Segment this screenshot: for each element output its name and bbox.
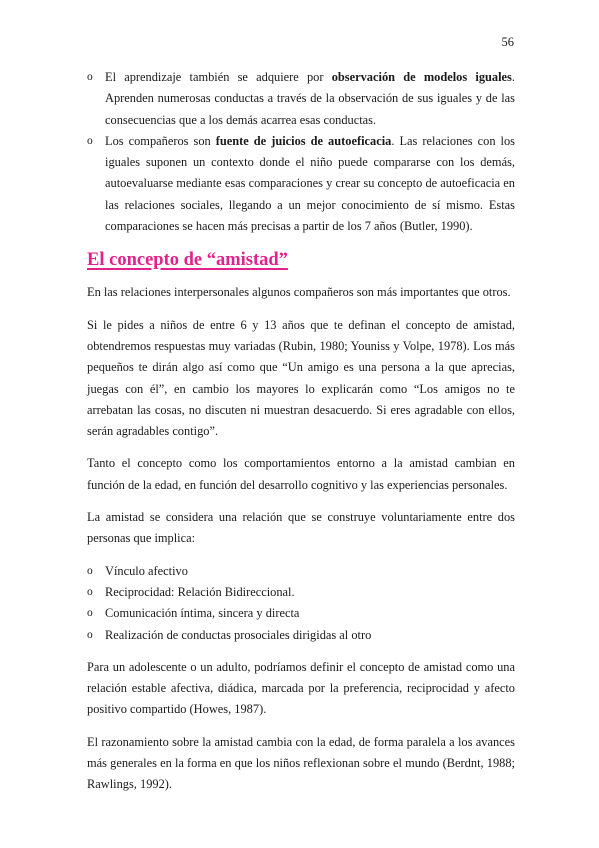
list-item <box>87 561 515 582</box>
page-content <box>87 67 515 807</box>
bullet-marker: o <box>87 564 93 577</box>
friendship-traits-list <box>87 561 515 646</box>
bullet-marker: o <box>87 71 93 83</box>
section-heading: El concepto de “amistad” <box>87 250 288 271</box>
list-item <box>87 625 515 646</box>
list-item-bold: observación de modelos iguales <box>331 70 512 84</box>
bullet-marker: o <box>87 134 93 147</box>
list-item-text: Reciprocidad: Relación Bidireccional. <box>105 584 295 599</box>
list-item <box>87 67 515 131</box>
list-item-text: Los compañeros son <box>105 133 216 148</box>
page-number: 56 <box>501 35 514 49</box>
list-item <box>87 131 515 237</box>
top-bullet-list <box>87 67 515 237</box>
list-item-text: . Aprenden numerosas conductas a través de la observación de sus iguales y de las consecuencias que a los demás acarrea esas conductas. <box>105 70 515 127</box>
list-item <box>87 582 515 603</box>
bullet-marker: o <box>87 585 93 598</box>
bullet-marker: o <box>87 628 93 641</box>
list-item-text: Comunicación íntima, sincera y directa <box>105 606 300 621</box>
list-item-text: Realización de conductas prosociales dirigidas al otro <box>105 627 372 642</box>
paragraph: El razonamiento sobre la amistad cambia con la edad, de forma paralela a los avances más generales en la forma en que los niños reflexionan sobre el mundo (Berdnt, 1988; Rawlings, 1992). <box>87 734 515 792</box>
bullet-marker: o <box>87 607 93 620</box>
paragraph: La amistad se considera una relación que se construye voluntariamente entre dos personas que implica: <box>87 510 515 546</box>
list-item-bold: fuente de juicios de autoeficacia <box>215 133 392 148</box>
list-item-text: El aprendizaje también se adquiere por <box>105 70 332 84</box>
paragraph: Si le pides a niños de entre 6 y 13 años que te definan el concepto de amistad, obtendremos respuestas muy variadas (Rubin, 1980; Youniss y Volpe, 1978). Los más pequeños te dirán algo así como que “Un amigo es una persona a la que aprecias, juegas con él”, en cambio los mayores lo explicarán como “Los amigos no te arrebatan las cosas, no discuten ni muestran desacuerdo. Si eres agradable con ellos, serán agradables contigo”. <box>87 317 515 439</box>
list-item-text: Vínculo afectivo <box>105 563 188 578</box>
list-item <box>87 603 515 624</box>
list-item-text: . Las relaciones con los iguales suponen un contexto donde el niño puede compararse con los demás, autoevaluarse mediante esas comparaciones y crear su concepto de autoeficacia en las relaciones sociales, llegando a un mejor conocimiento de sí mismo. Estas comparaciones se hacen más precisas a partir de los 7 años (Butler, 1990). <box>105 133 515 234</box>
paragraph: Tanto el concepto como los comportamientos entorno a la amistad cambian en función de la edad, en función del desarrollo cognitivo y las experiencias personales. <box>87 456 515 492</box>
paragraph: Para un adolescente o un adulto, podríamos definir el concepto de amistad como una relación estable afectiva, diádica, marcada por la preferencia, reciprocidad y afecto positivo compartido (Howes, 1987). <box>87 659 515 717</box>
paragraph: En las relaciones interpersonales algunos compañeros son más importantes que otros. <box>87 285 511 300</box>
